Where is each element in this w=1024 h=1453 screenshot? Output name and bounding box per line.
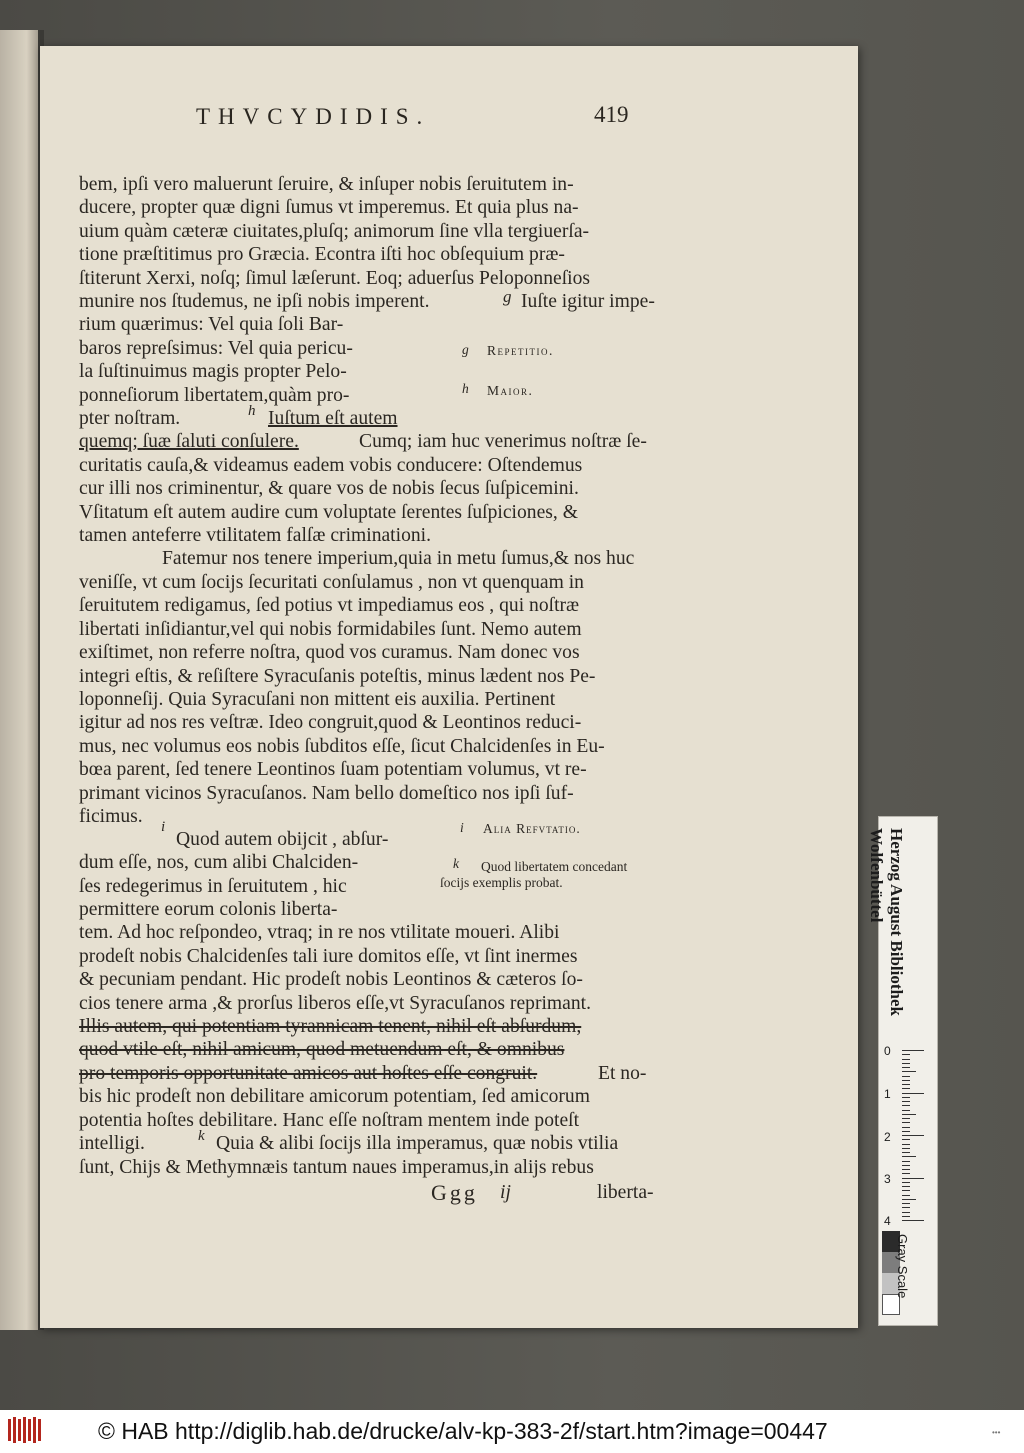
ruler-tick (902, 1144, 910, 1145)
ruler-tick (902, 1178, 924, 1179)
ruler-tick (902, 1203, 910, 1204)
ruler-tick (902, 1186, 910, 1187)
text-line: curitatis cauſa,& videamus eadem vobis conducere: Oſtendemus (79, 455, 583, 476)
text-line: ſunt, Chijs & Methymnæis tantum naues imperamus,in alijs rebus (79, 1157, 594, 1178)
ruler-tick (902, 1127, 910, 1128)
struck-text-line: quod vtile eſt, nihil amicum, quod metuendum eſt, & omnibus (79, 1039, 565, 1060)
text-line: ſtiterunt Xerxi, noſq; ſimul læſerunt. Eoq; aduerſus Peloponneſios (79, 268, 591, 289)
ruler-tick (902, 1080, 910, 1081)
text-line: tione præſtitimus pro Græcia. Econtra iſti hoc obſequium præ- (79, 244, 565, 265)
ruler-tick (902, 1105, 910, 1106)
text-line: tamen anteferre vtilitatem falſæ criminationi. (79, 525, 432, 546)
text-line: mus, nec volumus eos nobis ſubditos eſſe, ſicut Chalcidenſes in Eu- (79, 736, 605, 757)
running-head: THVCYDIDIS. (196, 104, 431, 129)
ruler-tick (902, 1152, 910, 1153)
ruler-tick (902, 1076, 910, 1077)
text-line: loponneſij. Quia Syracuſani non mittent eis auxilia. Pertinent (79, 689, 556, 710)
text-line: libertati inſidiantur,vel qui nobis formidabiles ſunt. Nemo autem (79, 619, 582, 640)
ruler-tick (902, 1097, 910, 1098)
ruler-tick (902, 1161, 910, 1162)
page-number: 419 (594, 102, 629, 127)
text-fragment: Cumq; iam huc venerimus noſtræ ſe- (359, 431, 647, 452)
ruler-tick (902, 1122, 910, 1123)
ruler-tick (902, 1216, 910, 1217)
text-line: la ſuſtinuimus magis propter Pelo- (79, 361, 347, 382)
previous-page-edge (0, 30, 38, 1330)
text-line: ſes redegerimus in ſeruitutem , hic (79, 876, 347, 897)
ruler-number: 4 (884, 1214, 891, 1228)
text-line: dum eſſe, nos, cum alibi Chalciden- (79, 852, 359, 873)
text-line: Quod autem obijcit , abſur- (176, 829, 389, 850)
sidenote-marker-i: i (460, 820, 465, 835)
ruler-tick (902, 1101, 910, 1102)
text-line: intelligi. (79, 1133, 145, 1154)
signature-number: ij (500, 1182, 511, 1203)
ruler-tick (902, 1148, 910, 1149)
underlined-fragment: Iuſtum eſt autem (268, 408, 398, 429)
sidenote-alia-refutatio: Alia Refvtatio. (483, 821, 581, 836)
text-fragment: Iuſte igitur impe- (521, 291, 655, 312)
text-fragment: Et no- (598, 1063, 647, 1084)
ruler-tick (902, 1190, 910, 1191)
text-line: ſeruitutem redigamus, ſed potius vt impediamus eos , qui noſtræ (79, 595, 580, 616)
text-line: potentia hoſtes debilitare. Hanc eſſe noſtram mentem inde poteſt (79, 1110, 580, 1131)
ruler-number: 1 (884, 1087, 891, 1101)
text-line: baros repreſsimus: Vel quia pericu- (79, 338, 353, 359)
marginal-letter-h: h (248, 403, 256, 419)
text-line: Fatemur nos tenere imperium,quia in metu ſumus,& nos huc (162, 548, 635, 569)
sidenote-repetitio: Repetitio. (487, 343, 554, 358)
sidenote-libertatem-line1: Quod libertatem concedant (481, 859, 628, 874)
sidenote-marker-h: h (462, 381, 470, 396)
ruler-tick (902, 1182, 910, 1183)
ruler-tick (902, 1114, 916, 1115)
text-line: ducere, propter quæ digni ſumus vt imperemus. Et quia plus na- (79, 197, 579, 218)
text-fragment: Quia & alibi ſocijs illa imperamus, quæ nobis vtilia (216, 1133, 619, 1154)
ruler-tick (902, 1063, 910, 1064)
ruler-number: 3 (884, 1172, 891, 1186)
text-line: prodeſt nobis Chalcidenſes tali iure domitos eſſe, vt ſint inermes (79, 946, 578, 967)
ruler-tick (902, 1131, 910, 1132)
ruler-tick (902, 1165, 910, 1166)
text-line: veniſſe, vt cum ſocijs ſecuritati conſulamus , non vt quenquam in (79, 572, 584, 593)
ruler-number: 2 (884, 1130, 891, 1144)
ruler-tick (902, 1169, 910, 1170)
ruler-tick (902, 1220, 924, 1221)
struck-text-line: pro temporis opportunitate amicos aut hoſtes eſſe congruit. (79, 1063, 538, 1084)
ruler-tick (902, 1050, 924, 1051)
text-line: ficimus. (79, 806, 143, 827)
text-line: Vſitatum eſt autem audire cum voluptate ſerentes ſuſpiciones, & (79, 502, 578, 523)
text-line: permittere eorum colonis liberta- (79, 899, 338, 920)
text-line: exiſtimet, non referre noſtra, quod vos curamus. Nam donec vos (79, 642, 580, 663)
marginal-letter-k: k (198, 1128, 205, 1144)
text-line: tem. Ad hoc reſpondeo, vtraq; in re nos vtilitate moueri. Alibi (79, 922, 560, 943)
text-line: primant vicinos Syracuſanos. Nam bello domeſtico nos ipſi ſuf- (79, 783, 574, 804)
footer-copyright-link[interactable]: © HAB http://diglib.hab.de/drucke/alv-kp-383-2f/start.htm?image=00447 (98, 1418, 828, 1444)
ruler-tick (902, 1118, 910, 1119)
ruler-number: 0 (884, 1044, 891, 1058)
library-name (866, 828, 906, 1068)
text-line: munire nos ſtudemus, ne ipſi nobis imperent. (79, 291, 430, 312)
text-line: rium quærimus: Vel quia ſoli Bar- (79, 314, 344, 335)
hab-logo-icon (6, 1415, 44, 1445)
ruler-tick (902, 1173, 910, 1174)
text-line: bœa parent, ſed tenere Leontinos ſuam potentiam volumus, vt re- (79, 759, 587, 780)
ruler-tick (902, 1088, 910, 1089)
text-line: cios tenere arma ,& prorſus liberos eſſe,vt Syracuſanos reprimant. (79, 993, 591, 1014)
text-line: bem, ipſi vero maluerunt ſeruire, & inſuper nobis ſeruitutem in- (79, 174, 574, 195)
library-name-line1: Herzog August Bibliothek (887, 828, 906, 1016)
text-line: cur illi nos criminentur, & quare vos de nobis ſecus ſuſpicemini. (79, 478, 579, 499)
library-name-line2: Wolfenbüttel (867, 828, 886, 923)
text-line: & pecuniam pendant. Hic prodeſt nobis Leontinos & cæteros ſo- (79, 969, 583, 990)
ruler-tick (902, 1067, 910, 1068)
sidenote-marker-k: k (453, 856, 460, 871)
ruler-tick (902, 1207, 910, 1208)
ruler-tick (902, 1059, 910, 1060)
ruler-tick (902, 1135, 924, 1136)
text-line: bis hic prodeſt non debilitare amicorum potentiam, ſed amicorum (79, 1086, 590, 1107)
ruler-tick (902, 1195, 910, 1196)
gray-scale-label: Gray Scale (895, 1234, 910, 1299)
ruler-tick (902, 1110, 910, 1111)
text-line: quemq; ſuæ ſaluti conſulere. (79, 431, 299, 452)
catchword: liberta- (597, 1182, 654, 1203)
ruler-tick (902, 1199, 916, 1200)
ruler-tick (902, 1156, 916, 1157)
text-line: uium quàm cæteræ ciuitates,pluſq; animorum ſine vlla tergiuerſa- (79, 221, 590, 242)
sidenote-maior: Maior. (487, 383, 534, 398)
ruler-tick (902, 1084, 910, 1085)
text-line: integri eſtis, & reſiſtere Syracuſanis poteſtis, minus lædent nos Pe- (79, 666, 596, 687)
ruler-tick (902, 1139, 910, 1140)
sidenote-libertatem-line2: ſocijs exemplis probat. (440, 875, 563, 890)
footer-dots: ••• (992, 1428, 1001, 1437)
text-line: ponneſiorum libertatem,quàm pro- (79, 385, 350, 406)
marginal-letter-i: i (161, 819, 166, 835)
sidenote-marker-g: g (462, 342, 470, 357)
ruler-tick (902, 1071, 916, 1072)
ruler-tick (902, 1212, 910, 1213)
text-line: igitur ad nos res veſtræ. Ideo congruit,quod & Leontinos reduci- (79, 712, 582, 733)
text-line: pter noſtram. (79, 408, 181, 429)
struck-text-line: Illis autem, qui potentiam tyrannicam tenent, nihil eſt abſurdum, (79, 1016, 582, 1037)
marginal-letter-g: g (503, 287, 512, 306)
ruler-tick (902, 1093, 924, 1094)
ruler-tick (902, 1054, 910, 1055)
signature-mark: Ggg (431, 1180, 478, 1205)
